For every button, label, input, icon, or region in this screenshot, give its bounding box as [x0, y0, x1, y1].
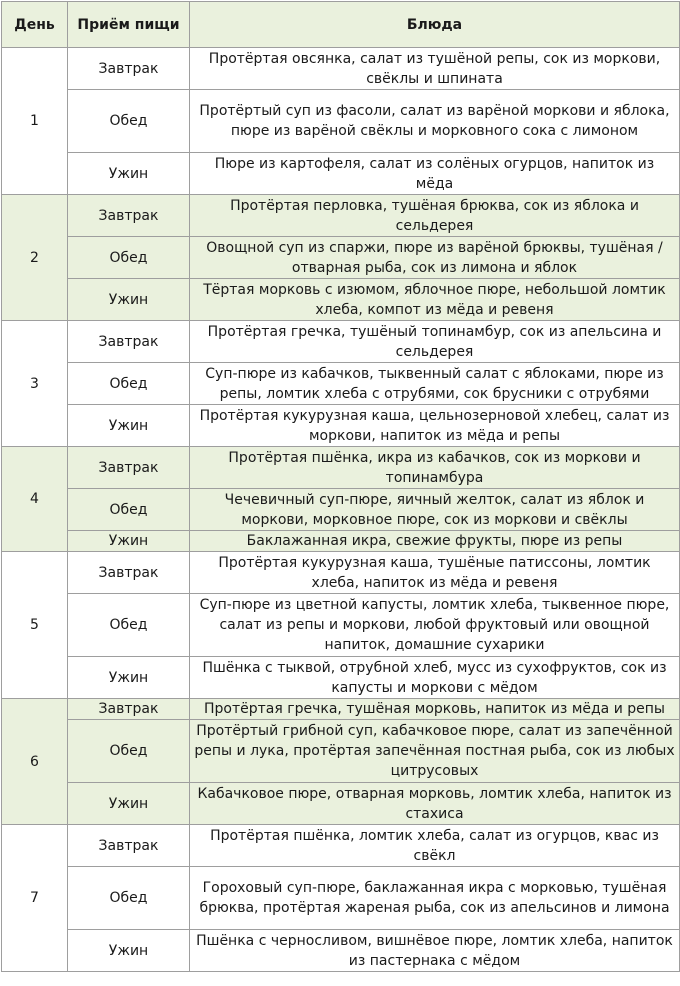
table-row — [2, 279, 680, 321]
meal-cell: Ужин — [68, 279, 190, 321]
table-row — [2, 48, 680, 90]
meal-cell: Завтрак — [68, 447, 190, 489]
table-row — [2, 405, 680, 447]
table-row — [2, 531, 680, 552]
day-cell: 1 — [2, 48, 68, 195]
meal-cell: Завтрак — [68, 48, 190, 90]
table-row — [2, 321, 680, 363]
meal-cell: Завтрак — [68, 825, 190, 867]
table-row — [2, 90, 680, 153]
table-row — [2, 825, 680, 867]
meal-cell: Завтрак — [68, 699, 190, 720]
header-day: День — [2, 2, 68, 48]
meal-cell: Ужин — [68, 930, 190, 972]
table-row — [2, 489, 680, 531]
dishes-cell: Протёртая гречка, тушёная морковь, напиток из мёда и репы — [190, 699, 680, 720]
dishes-cell: Пшёнка с черносливом, вишнёвое пюре, ломтик хлеба, напиток из пастернака с мёдом — [190, 930, 680, 972]
day-cell: 2 — [2, 195, 68, 321]
day-cell: 5 — [2, 552, 68, 699]
dishes-cell: Кабачковое пюре, отварная морковь, ломтик хлеба, напиток из стахиса — [190, 783, 680, 825]
dishes-cell: Протёртая гречка, тушёный топинамбур, сок из апельсина и сельдерея — [190, 321, 680, 363]
meal-cell: Обед — [68, 363, 190, 405]
day-cell: 7 — [2, 825, 68, 972]
dishes-cell: Суп-пюре из кабачков, тыквенный салат с яблоками, пюре из репы, ломтик хлеба с отрубями, сок брусники с отрубями — [190, 363, 680, 405]
table-row — [2, 867, 680, 930]
day-cell: 3 — [2, 321, 68, 447]
header-meal: Приём пищи — [68, 2, 190, 48]
dishes-cell: Протёртая перловка, тушёная брюква, сок из яблока и сельдерея — [190, 195, 680, 237]
table-row — [2, 783, 680, 825]
table-row — [2, 657, 680, 699]
table-row — [2, 594, 680, 657]
meal-cell: Обед — [68, 720, 190, 783]
meal-cell: Ужин — [68, 657, 190, 699]
dishes-cell: Пшёнка с тыквой, отрубной хлеб, мусс из сухофруктов, сок из капусты и моркови с мёдом — [190, 657, 680, 699]
meal-cell: Ужин — [68, 531, 190, 552]
table-row — [2, 153, 680, 195]
meal-cell: Завтрак — [68, 195, 190, 237]
dishes-cell: Гороховый суп-пюре, баклажанная икра с морковью, тушёная брюква, протёртая жареная рыба, сок из апельсинов и лимона — [190, 867, 680, 930]
day-cell: 4 — [2, 447, 68, 552]
dishes-cell: Суп-пюре из цветной капусты, ломтик хлеба, тыквенное пюре, салат из репы и моркови, любой фруктовый или овощной напиток, домашние сухарики — [190, 594, 680, 657]
diet-table-body — [2, 48, 680, 972]
table-row — [2, 930, 680, 972]
meal-cell: Ужин — [68, 783, 190, 825]
meal-cell: Ужин — [68, 153, 190, 195]
dishes-cell: Протёртая кукурузная каша, тушёные патиссоны, ломтик хлеба, напиток из мёда и ревеня — [190, 552, 680, 594]
dishes-cell: Баклажанная икра, свежие фрукты, пюре из репы — [190, 531, 680, 552]
table-row — [2, 699, 680, 720]
dishes-cell: Протёртая овсянка, салат из тушёной репы, сок из моркови, свёклы и шпината — [190, 48, 680, 90]
day-cell: 6 — [2, 699, 68, 825]
meal-cell: Завтрак — [68, 552, 190, 594]
header-dishes: Блюда — [190, 2, 680, 48]
dishes-cell: Пюре из картофеля, салат из солёных огурцов, напиток из мёда — [190, 153, 680, 195]
meal-cell: Обед — [68, 489, 190, 531]
header-row — [2, 2, 680, 48]
dishes-cell: Чечевичный суп-пюре, яичный желток, салат из яблок и моркови, морковное пюре, сок из моркови и свёклы — [190, 489, 680, 531]
table-row — [2, 237, 680, 279]
meal-cell: Обед — [68, 594, 190, 657]
meal-cell: Завтрак — [68, 321, 190, 363]
table-row — [2, 720, 680, 783]
dishes-cell: Овощной суп из спаржи, пюре из варёной брюквы, тушёная / отварная рыба, сок из лимона и яблок — [190, 237, 680, 279]
table-row — [2, 195, 680, 237]
dishes-cell: Тёртая морковь с изюмом, яблочное пюре, небольшой ломтик хлеба, компот из мёда и ревеня — [190, 279, 680, 321]
meal-cell: Обед — [68, 90, 190, 153]
meal-cell: Обед — [68, 867, 190, 930]
meal-cell: Обед — [68, 237, 190, 279]
dishes-cell: Протёртая пшёнка, ломтик хлеба, салат из огурцов, квас из свёкл — [190, 825, 680, 867]
meal-cell: Ужин — [68, 405, 190, 447]
dishes-cell: Протёртая кукурузная каша, цельнозерновой хлебец, салат из моркови, напиток из мёда и репы — [190, 405, 680, 447]
dishes-cell: Протёртый суп из фасоли, салат из варёной моркови и яблока, пюре из варёной свёклы и морковного сока с лимоном — [190, 90, 680, 153]
table-row — [2, 552, 680, 594]
dishes-cell: Протёртая пшёнка, икра из кабачков, сок из моркови и топинамбура — [190, 447, 680, 489]
dishes-cell: Протёртый грибной суп, кабачковое пюре, салат из запечённой репы и лука, протёртая запечённая постная рыба, сок из любых цитрусовых — [190, 720, 680, 783]
diet-table — [1, 1, 680, 972]
table-row — [2, 363, 680, 405]
table-row — [2, 447, 680, 489]
